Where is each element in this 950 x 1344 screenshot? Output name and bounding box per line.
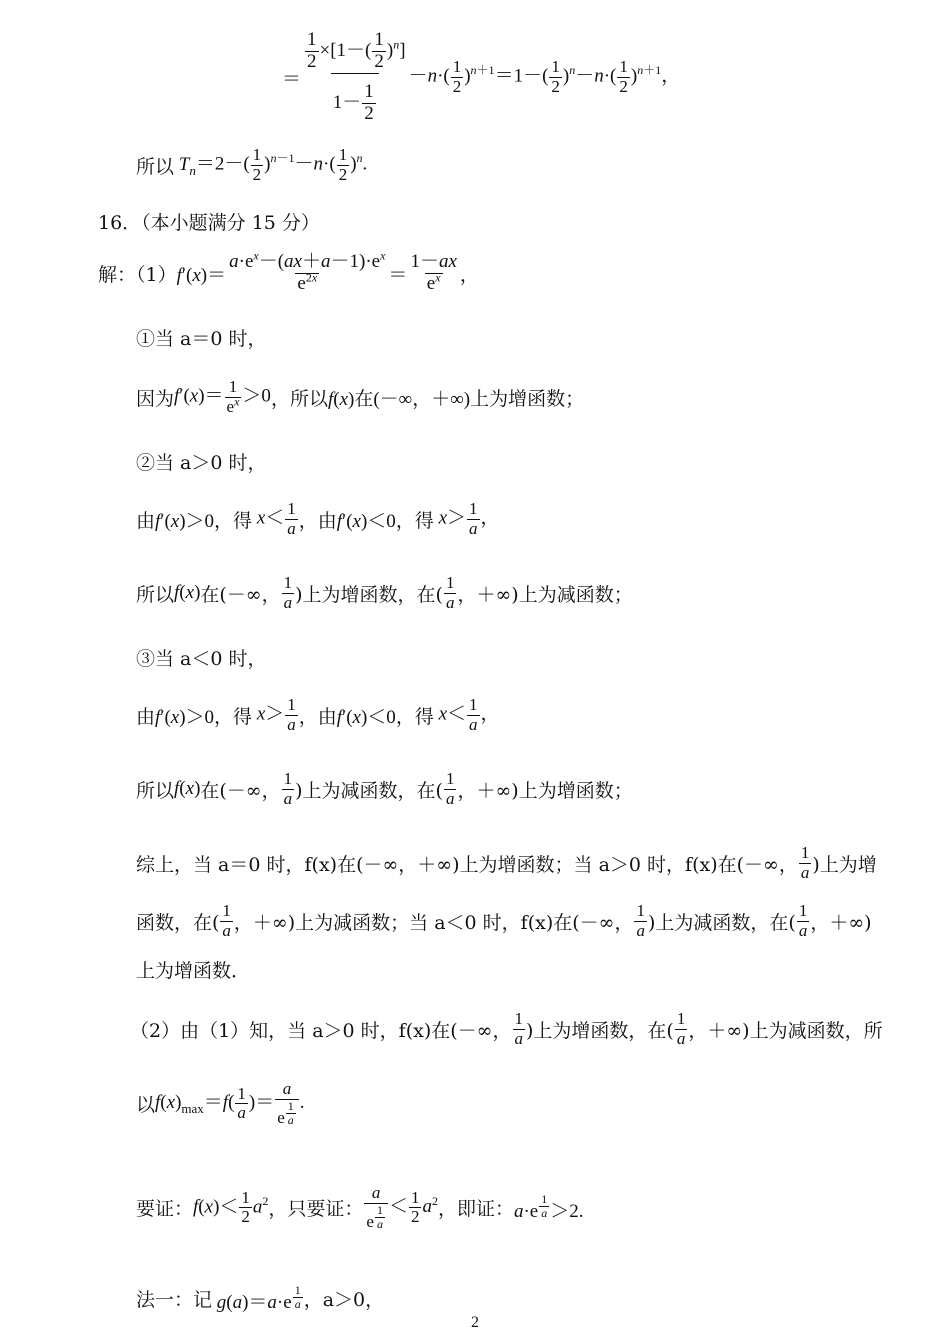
text: 在(－∞， xyxy=(200,779,281,802)
text: ，只要证： xyxy=(268,1198,364,1221)
formula-line-Tn: 所以 $T_n=2-$( $\frac{1}{2}$ )$^{n-1}$－n·( $\frac{1}{2}$ )$^n$. xyxy=(136,145,368,184)
text: ，＋∞)上为减函数，所 xyxy=(688,1019,883,1042)
text: 综上，当 a＝0 时，f(x)在(－∞，＋∞)上为增函数；当 a＞0 时，f(x)在(－∞， xyxy=(136,853,798,876)
text: 要证： xyxy=(136,1198,194,1221)
header-text: 16．（本小题满分 15 分） xyxy=(98,212,320,234)
fraction: $\frac{a\cdot e^x-(ax+a-1)\cdot e^x}{e^{2x}}$ xyxy=(229,248,386,294)
text: 以 xyxy=(136,1094,156,1117)
case-3 xyxy=(136,644,267,671)
case-3-result: 所以 f(x) 在(－∞， $\frac{1}{a}$ )上为减函数，在( $\frac{1}{a}$ ，＋∞)上为增函数； xyxy=(136,769,633,808)
text: ，＋∞)上为减函数； xyxy=(457,583,633,606)
case-2-result: 所以 f(x) 在(－∞， $\frac{1}{a}$ )上为增函数，在( $\frac{1}{a}$ ，＋∞)上为减函数； xyxy=(136,573,633,612)
text: 函数，在( xyxy=(136,911,220,934)
part-label: 解：（1） xyxy=(98,263,177,286)
part-2-line-1: （2）由（1）知，当 a＞0 时，f(x)在(－∞， $\frac{1}{a}$ )上为增函数，在( $\frac{1}{a}$ ，＋∞)上为减函数，所 xyxy=(130,1009,883,1048)
text: 因为 xyxy=(136,387,175,410)
text: ，得 xyxy=(214,705,253,728)
text: 所以 xyxy=(136,155,175,178)
text: )上为减函数，在( xyxy=(647,911,796,934)
text: 在(－∞， xyxy=(200,583,281,606)
text: 所以 xyxy=(136,583,175,606)
case-1 xyxy=(136,324,267,351)
formula-line-1: ＝ $\frac{1}{2}$ ×[1－( $\frac{1}{2}$ )$^n$] 1－ $\frac{1}{2}$ －n·( $\frac{1}{2}$ )$^{n+1}$＝1－( $\frac{1}{2}$ )$^n$－n·( $\frac{1}{2}$ )$^{n+1}$， xyxy=(282,29,681,124)
problem-16-header xyxy=(98,208,320,235)
summary-line-2: 函数，在( $\frac{1}{a}$ ，＋∞)上为减函数；当 a＜0 时，f(x)在(－∞， $\frac{1}{a}$ )上为减函数，在( $\frac{1}{a}$ ，＋∞) xyxy=(136,901,872,940)
page-number: 2 xyxy=(471,1314,479,1331)
text: ，得 xyxy=(395,705,434,728)
text: ，即证： xyxy=(437,1198,514,1221)
case-2 xyxy=(136,448,267,475)
fraction: $\frac{1}{2}$ ×[1－( $\frac{1}{2}$ )$^n$] 1－ $\frac{1}{2}$ xyxy=(307,29,406,124)
text: ，所以 xyxy=(270,387,328,410)
case-text: ②当 a＞0 时， xyxy=(136,452,267,474)
derivative-line: 解：（1） f′(x)＝ $\frac{a\cdot e^x-(ax+a-1)\cdot e^x}{e^{2x}}$ ＝ $\frac{1-ax}{e^x}$ ， xyxy=(98,248,479,294)
summary-line-3 xyxy=(136,956,250,983)
case-text: ①当 a＝0 时， xyxy=(136,328,267,350)
case-2-cond: 由 f′(x)＞0 ，得 x＜ $\frac{1}{a}$ ，由 f′(x)＜0 ，得 x＞ $\frac{1}{a}$ ， xyxy=(136,499,500,538)
prove-line: 要证： f(x)＜ $\frac{1}{2}$ $a^2$ ，只要证： a e $^{\frac{1}{a}}$ ＜ $\frac{1}{2}$ $a^2$ ，即证： a·e $^{\frac{1}{a}}$ ＞2. xyxy=(136,1183,584,1231)
text: ，得 xyxy=(214,509,253,532)
text: ，＋∞)上为增函数； xyxy=(457,779,633,802)
text: ，＋∞)上为减函数；当 a＜0 时，f(x)在(－∞， xyxy=(233,911,634,934)
case-1-reason: 因为 f′(x)＝ $\frac{1}{e^x}$ ＞0 ，所以 f(x)在(－∞，＋∞) 上为增函数； xyxy=(136,377,585,416)
text: )上为增函数，在( xyxy=(295,583,443,606)
text: ，得 xyxy=(395,509,434,532)
case-3-cond: 由 f′(x)＞0 ，得 x＞ $\frac{1}{a}$ ，由 f′(x)＜0 ，得 x＜ $\frac{1}{a}$ ， xyxy=(136,695,500,734)
text: 上为增函数． xyxy=(136,960,251,982)
text: ，＋∞) xyxy=(810,911,872,934)
text: )上为减函数，在( xyxy=(295,779,443,802)
text: 上为增函数； xyxy=(470,387,585,410)
text: )上为增 xyxy=(812,853,877,876)
text: （2）由（1）知，当 a＞0 时，f(x)在(－∞， xyxy=(130,1019,512,1042)
text: ，由 xyxy=(298,509,337,532)
text: 法一：记 xyxy=(136,1289,213,1312)
text: 所以 xyxy=(136,779,175,802)
text: )上为增函数，在( xyxy=(526,1019,674,1042)
text: 由 xyxy=(136,705,156,728)
text: 由 xyxy=(136,509,156,532)
part-2-line-2: 以 $f(x)_{max}=f$( $\frac{1}{a}$ )＝ a e $^{\frac{1}{a}}$ . xyxy=(136,1079,305,1127)
method-1-line: 法一：记 g(a)＝a·e $^{\frac{1}{a}}$ ，a＞0， xyxy=(136,1283,385,1313)
summary-line-1: 综上，当 a＝0 时，f(x)在(－∞，＋∞)上为增函数；当 a＞0 时，f(x)在(－∞， $\frac{1}{a}$ )上为增 xyxy=(136,843,877,882)
case-text: ③当 a＜0 时， xyxy=(136,648,267,670)
text: ，a＞0， xyxy=(303,1289,385,1312)
fraction: $\frac{1-ax}{e^x}$ xyxy=(410,251,457,294)
text: ，由 xyxy=(298,705,337,728)
